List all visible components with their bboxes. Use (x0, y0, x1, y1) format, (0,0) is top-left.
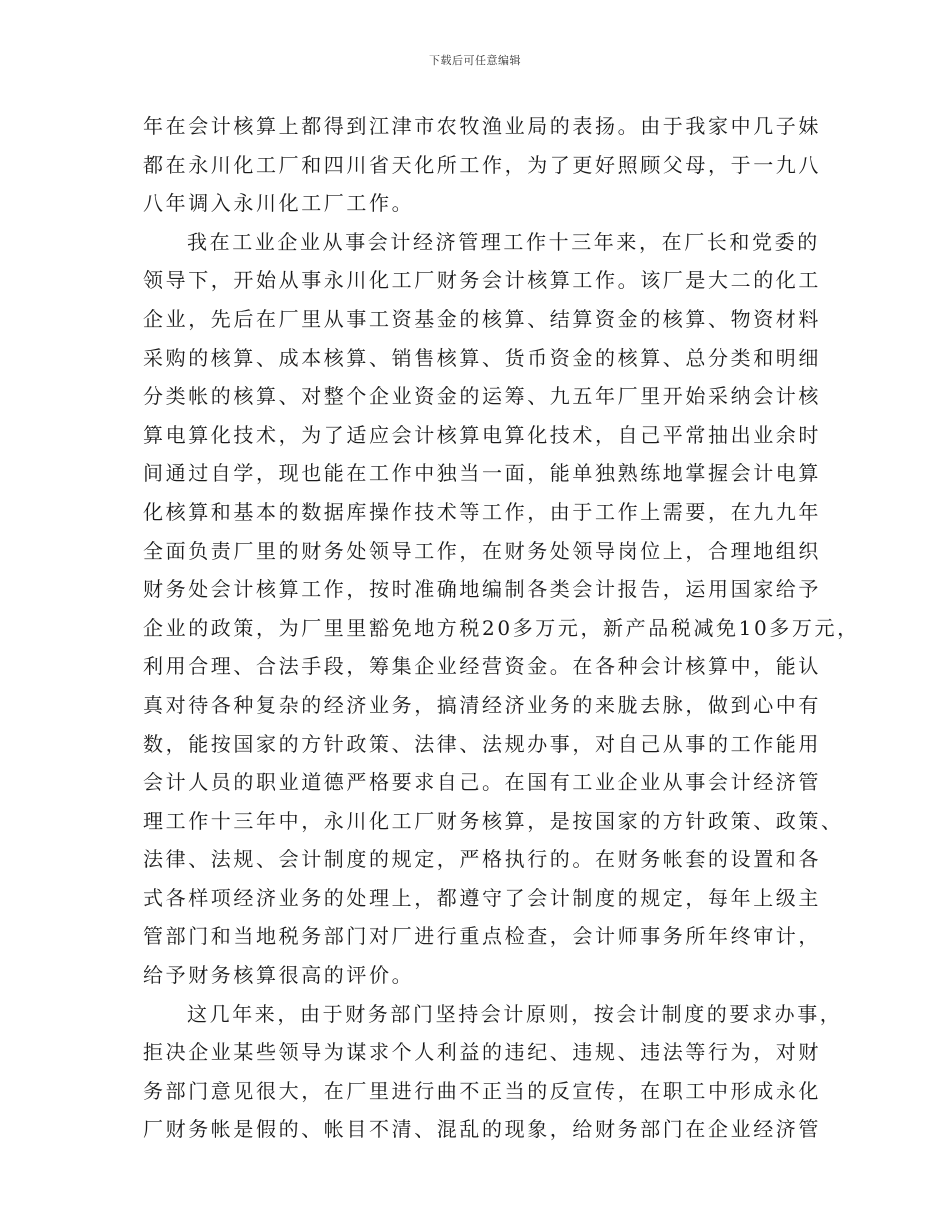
text-line: 八年调入永川化工厂工作。 (143, 191, 415, 216)
text-line: 理工作十三年中，永川化工厂财务核算，是按国家的方针政策、政策、 (143, 808, 844, 833)
paragraph-1 (143, 107, 823, 223)
page-header: 下载后可任意编辑 (429, 54, 521, 67)
text-line: 采购的核算、成本核算、销售核算、货币资金的核算、总分类和明细 (143, 345, 821, 370)
text-line: 化核算和基本的数据库操作技术等工作，由于工作上需要，在九九年 (143, 499, 821, 524)
text-line: 真对待各种复杂的经济业务，搞清经济业务的来胧去脉，做到心中有 (143, 692, 821, 717)
text-line: 年在会计核算上都得到江津市农牧渔业局的表扬。由于我家中几子妹 (143, 114, 821, 138)
text-line: 给予财务核算很高的评价。 (143, 963, 415, 988)
text-line: 厂财务帐是假的、帐目不清、混乱的现象，给财务部门在企业经济管 (143, 1117, 821, 1142)
text-line: 利用合理、合法手段，筹集企业经营资金。在各种会计核算中，能认 (143, 654, 821, 679)
text-line: 企业的政策，为厂里里豁免地方税20多万元，新产品税减免10多万元， (143, 615, 860, 640)
text-line: 这几年来，由于财务部门坚持会计原则，按会计制度的要求办事， (187, 1001, 843, 1026)
text-line: 式各样项经济业务的处理上，都遵守了会计制度的规定，每年上级主 (143, 885, 821, 910)
document-body (143, 107, 860, 1149)
text-line: 算电算化技术，为了适应会计核算电算化技术，自己平常抽出业余时 (143, 422, 821, 447)
text-line: 管部门和当地税务部门对厂进行重点检查，会计师事务所年终审计， (143, 924, 821, 949)
text-line: 会计人员的职业道德严格要求自己。在国有工业企业从事会计经济管 (143, 770, 821, 795)
text-line: 拒决企业某些领导为谋求个人利益的违纪、违规、违法等行为，对财 (143, 1040, 821, 1065)
text-line: 间通过自学，现也能在工作中独当一面，能单独熟练地掌握会计电算 (143, 461, 821, 486)
text-line: 全面负责厂里的财务处领导工作，在财务处领导岗位上，合理地组织 (143, 538, 821, 563)
text-line: 数，能按国家的方针政策、法律、法规办事，对自己从事的工作能用 (143, 731, 821, 756)
paragraph-3 (143, 995, 843, 1149)
paragraph-2 (143, 223, 860, 995)
text-line: 分类帐的核算、对整个企业资金的运筹、九五年厂里开始采纳会计核 (143, 384, 821, 409)
text-line: 务部门意见很大，在厂里进行曲不正当的反宣传，在职工中形成永化 (143, 1078, 821, 1103)
text-line: 我在工业企业从事会计经济管理工作十三年来，在厂长和党委的 (187, 229, 820, 254)
text-line: 财务处会计核算工作，按时准确地编制各类会计报告，运用国家给予 (143, 577, 821, 602)
text-line: 企业，先后在厂里从事工资基金的核算、结算资金的核算、物资材料 (143, 306, 821, 331)
text-line: 都在永川化工厂和四川省天化所工作，为了更好照顾父母，于一九八 (143, 152, 821, 177)
text-line: 领导下，开始从事永川化工厂财务会计核算工作。该厂是大二的化工 (143, 268, 821, 293)
text-line: 法律、法规、会计制度的规定，严格执行的。在财务帐套的设置和各 (143, 847, 821, 872)
